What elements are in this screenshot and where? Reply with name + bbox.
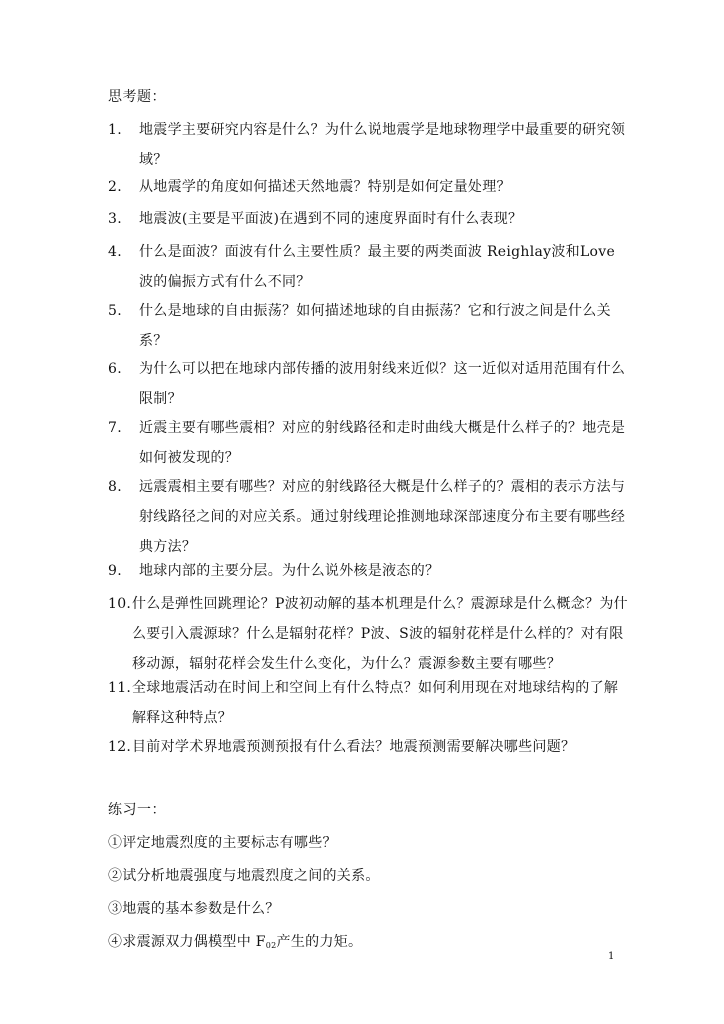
question-item-6 [108,354,628,414]
question-number: 5. [108,303,122,319]
question-number: 12. [108,739,132,755]
exercise-item-3: ③地震的基本参数是什么？ [108,901,280,917]
question-item-10 [108,589,628,679]
question-number: 11. [108,680,132,696]
exercise-item-1: ①评定地震烈度的主要标志有哪些？ [108,835,337,851]
question-text: 什么是面波？面波有什么主要性质？最主要的两类面波 Reighlay波和Love波的偏振方式有什么不同？ [139,244,616,290]
subscript: 02 [265,941,277,950]
question-text: 地震学主要研究内容是什么？为什么说地震学是地球物理学中最重要的研究领域？ [139,122,626,168]
question-number: 8. [108,479,122,495]
question-number: 7. [108,420,122,436]
question-number: 1. [108,122,122,138]
question-number: 3. [108,211,122,227]
exercise-text-before: ④求震源双力偶模型中 F [108,934,266,950]
question-item-3 [108,204,628,234]
exercise-item-4 [108,933,362,955]
question-text: 地球内部的主要分层。为什么说外核是液态的？ [139,563,440,579]
question-item-2 [108,172,628,202]
question-item-7 [108,413,628,473]
question-text: 为什么可以把在地球内部传播的波用射线来近似？这一近似对适用范围有什么限制？ [139,361,626,407]
question-item-4 [108,237,628,297]
exercise-text-after: 产生的力矩。 [276,934,363,950]
question-text: 目前对学术界地震预测预报有什么看法？地震预测需要解决哪些问题？ [132,739,576,755]
question-text: 远震震相主要有哪些？对应的射线路径大概是什么样子的？震相的表示方法与射线路径之间的对应关系。通过射线理论推测地球深部速度分布主要有哪些经典方法？ [139,479,626,555]
question-item-11 [108,673,628,733]
question-item-8 [108,472,628,562]
question-text: 什么是地球的自由振荡？如何描述地球的自由振荡？它和行波之间是什么关系？ [139,303,611,349]
question-number: 10. [108,596,132,612]
exercise-item-2: ②试分析地震强度与地震烈度之间的关系。 [108,868,380,884]
question-item-5 [108,296,628,356]
question-number: 2. [108,179,122,195]
question-item-9 [108,556,628,586]
question-text: 全球地震活动在时间上和空间上有什么特点？如何利用现在对地球结构的了解解释这种特点？ [132,680,619,726]
question-number: 9. [108,563,122,579]
thinking-heading: 思考题： [108,89,166,105]
question-text: 地震波(主要是平面波)在遇到不同的速度界面时有什么表现？ [139,211,523,227]
exercise-heading: 练习一： [108,802,166,818]
question-text: 从地震学的角度如何描述天然地震？特别是如何定量处理？ [139,179,511,195]
question-item-12 [108,732,628,762]
question-text: 什么是弹性回跳理论？P波初动解的基本机理是什么？震源球是什么概念？为什么要引入震源球？什么是辐射花样？P波、S波的辐射花样是什么样的？对有限移动源，辐射花样会发生什么变化，为什么？震源参数主要有哪些？ [132,596,628,672]
question-item-1 [108,115,628,175]
question-text: 近震主要有哪些震相？对应的射线路径和走时曲线大概是什么样子的？地壳是如何被发现的？ [139,420,626,466]
question-number: 6. [108,361,122,377]
question-number: 4. [108,244,122,260]
page-number: 1 [608,951,615,962]
